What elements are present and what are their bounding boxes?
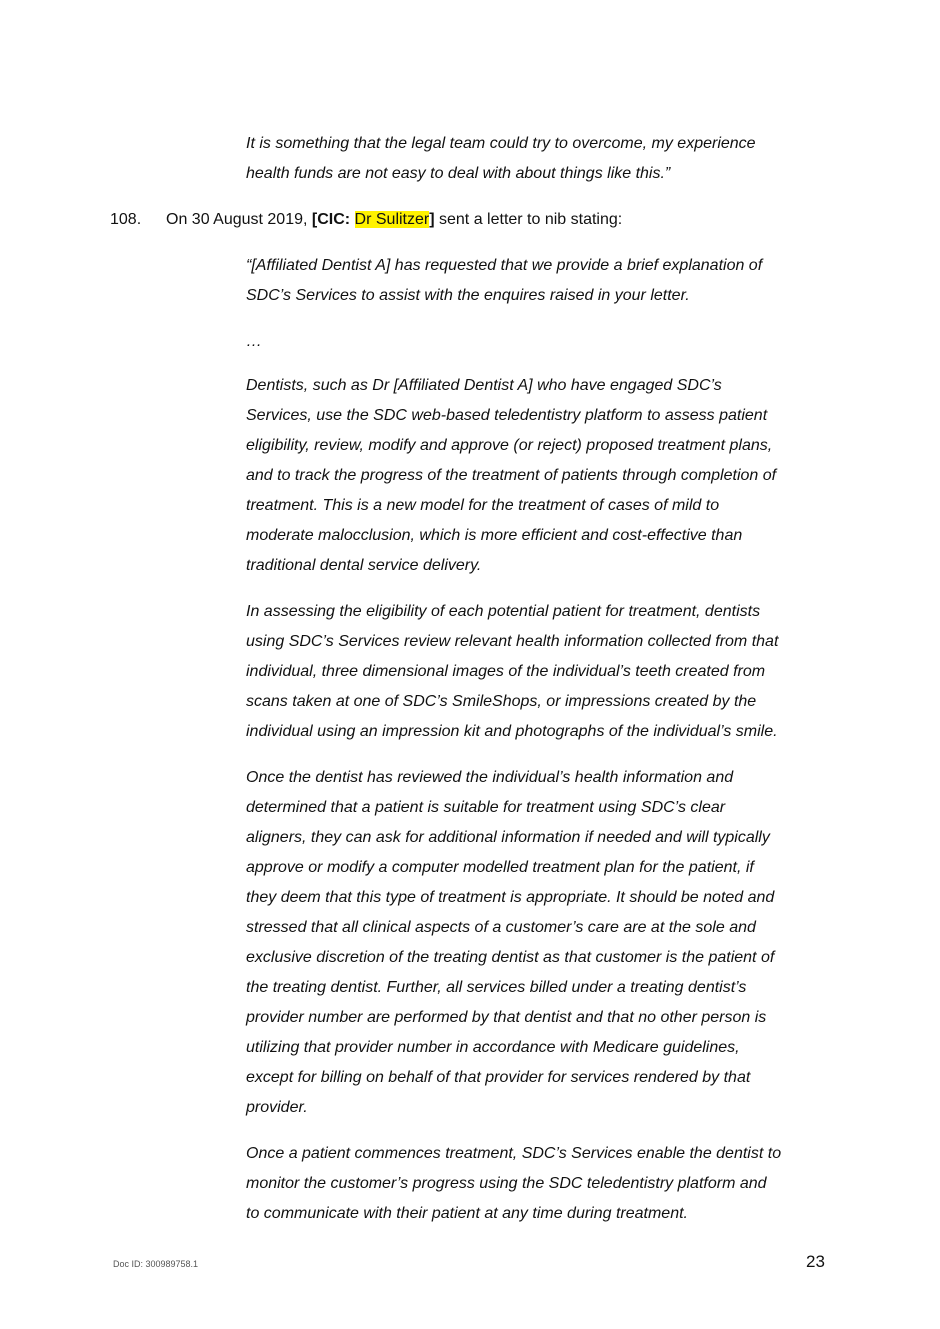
letter-paragraph-4: Once the dentist has reviewed the individual’s health information and determined that a patient is suitable for treatment using SDC’s clear aligners, they can ask for additional information if needed and will typically approve or modify a computer modelled treatment plan for the patient, if they deem that this type of treatment is appropriate. It should be noted and stressed that all clinical aspects of a customer’s care are at the sole and exclusive discretion of the treating dentist as that customer is the patient of the treating dentist. Further, all services billed under a treating dentist’s provider number are performed by that dentist and that no other person is utilizing that provider number in accordance with Medicare guidelines, except for billing on behalf of that provider for services rendered by that provider. bbox=[246, 769, 775, 1116]
paragraph-number: 108. bbox=[110, 211, 142, 228]
letter-paragraph-5: Once a patient commences treatment, SDC’s Services enable the dentist to monitor the customer’s progress using the SDC teledentistry platform and to communicate with their patient at any time during treatment. bbox=[246, 1145, 782, 1222]
letter-paragraph-1: “[Affiliated Dentist A] has requested that we provide a brief explanation of SDC’s Services to assist with the enquires raised in your letter. bbox=[246, 257, 763, 304]
letter-ellipsis: … bbox=[246, 333, 262, 350]
letter-quote bbox=[246, 251, 846, 1229]
highlighted-name: Dr Sulitzer bbox=[354, 211, 430, 228]
letter-paragraph-3: In assessing the eligibility of each potential patient for treatment, dentists using SDC’s Services review relevant health information collected from that individual, three dimensional images of the individual’s teeth created from scans taken at one of SDC’s SmileShops, or impressions created by the individual using an impression kit and photographs of the individual’s smile. bbox=[246, 603, 779, 740]
page-number: 23 bbox=[806, 1252, 825, 1271]
cic-marker-close: ] bbox=[429, 211, 435, 228]
top-quote bbox=[246, 129, 846, 189]
top-quote-text: It is something that the legal team could try to overcome, my experience health funds are not easy to deal with about things like this.” bbox=[246, 135, 756, 182]
cic-marker-open: [CIC: bbox=[311, 211, 355, 228]
letter-paragraph-2: Dentists, such as Dr [Affiliated Dentist A] who have engaged SDC’s Services, use the SDC web-based teledentistry platform to assess patient eligibility, review, modify and approve (or reject) proposed treatment plans, and to track the progress of the treatment of patients through completion of treatment. This is a new model for the treatment of cases of mild to moderate malocclusion, which is more efficient and cost-effective than traditional dental service delivery. bbox=[246, 377, 777, 574]
footer-doc-id: Doc ID: 300989758.1 bbox=[113, 1259, 199, 1269]
paragraph-108-text: On 30 August 2019, [CIC: Dr Sulitzer] sent a letter to nib stating: bbox=[166, 211, 623, 228]
